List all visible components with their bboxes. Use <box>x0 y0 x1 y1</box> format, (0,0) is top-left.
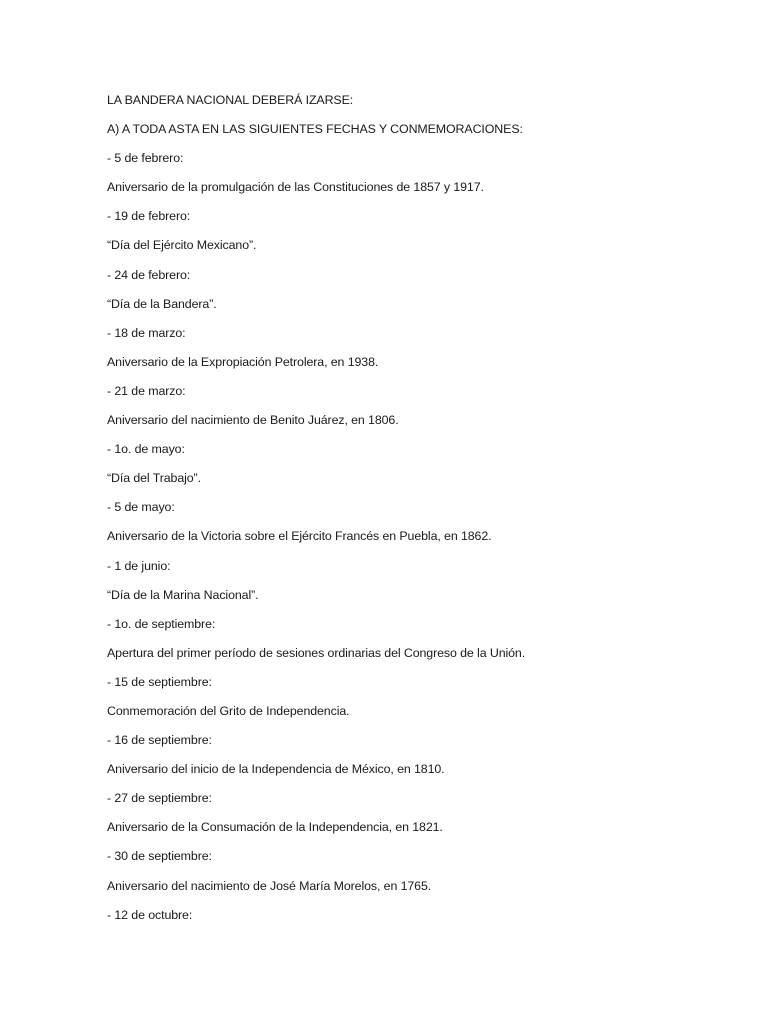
entry-description: Conmemoración del Grito de Independencia. <box>107 703 350 718</box>
entry-date: - 27 de septiembre: <box>107 791 212 806</box>
document-subheading: A) A TODA ASTA EN LAS SIGUIENTES FECHAS Y CONMEMORACIONES: <box>107 122 523 137</box>
entry-date: - 1o. de mayo: <box>107 442 185 457</box>
entry-description: “Día del Ejército Mexicano”. <box>107 238 257 253</box>
entry-description: Aniversario de la Consumación de la Independencia, en 1821. <box>107 820 443 835</box>
entry-date: - 12 de octubre: <box>107 907 193 922</box>
entry-date: - 18 de marzo: <box>107 325 186 340</box>
document-heading: LA BANDERA NACIONAL DEBERÁ IZARSE: <box>107 93 354 107</box>
entry-description: Aniversario del inicio de la Independencia de México, en 1810. <box>107 762 445 777</box>
entry-description: Aniversario del nacimiento de José María Morelos, en 1765. <box>107 878 432 893</box>
entry-description: Aniversario del nacimiento de Benito Juárez, en 1806. <box>107 413 399 428</box>
entry-date: - 1o. de septiembre: <box>107 616 216 631</box>
entry-description: “Día de la Marina Nacional”. <box>107 587 259 602</box>
entry-date: - 19 de febrero: <box>107 209 191 224</box>
entry-description: Apertura del primer período de sesiones ordinarias del Congreso de la Unión. <box>107 645 526 660</box>
entry-date: - 24 de febrero: <box>107 267 191 282</box>
entry-date: - 21 de marzo: <box>107 383 186 398</box>
entry-date: - 30 de septiembre: <box>107 849 212 864</box>
entry-description: Aniversario de la Victoria sobre el Ejército Francés en Puebla, en 1862. <box>107 529 492 544</box>
entry-date: - 5 de febrero: <box>107 151 184 166</box>
entry-date: - 16 de septiembre: <box>107 733 212 748</box>
entry-description: Aniversario de la Expropiación Petrolera, en 1938. <box>107 354 379 369</box>
entry-date: - 15 de septiembre: <box>107 674 212 689</box>
entry-date: - 1 de junio: <box>107 558 171 573</box>
entry-description: “Día del Trabajo”. <box>107 471 201 486</box>
entry-description: Aniversario de la promulgación de las Constituciones de 1857 y 1917. <box>107 180 484 195</box>
entry-description: “Día de la Bandera”. <box>107 296 217 311</box>
document-content <box>107 92 727 936</box>
entry-date: - 5 de mayo: <box>107 500 175 515</box>
